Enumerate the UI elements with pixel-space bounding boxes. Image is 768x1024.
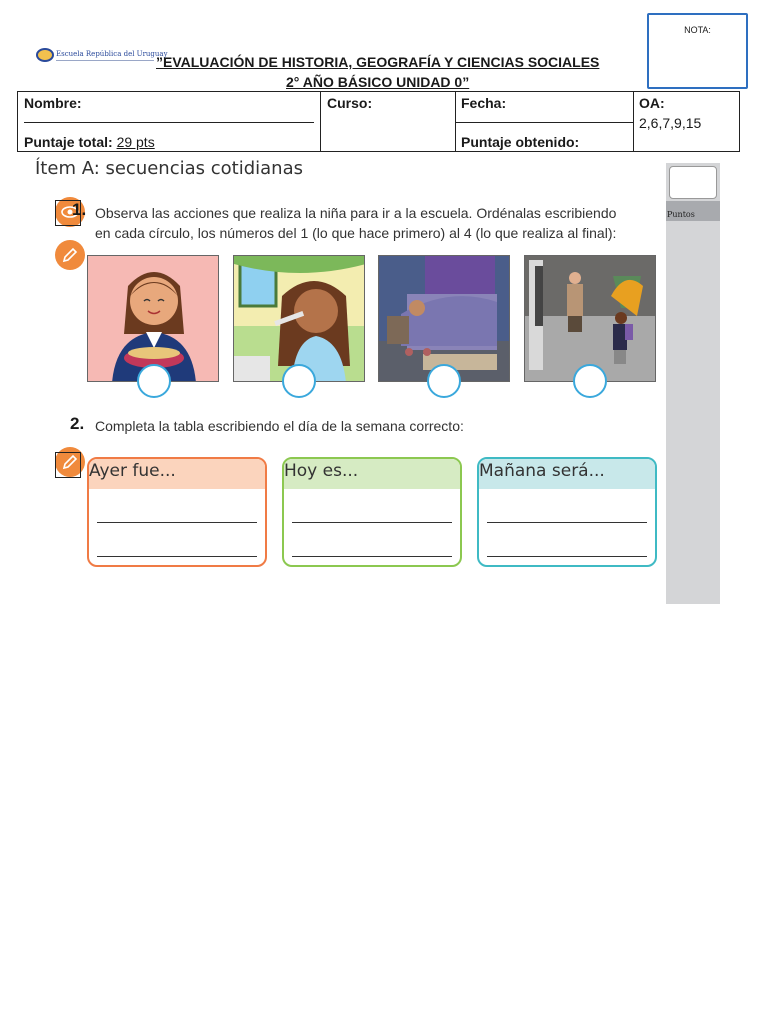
question-2-number: 2.: [70, 414, 85, 433]
school-logo: [36, 48, 168, 66]
oa-value: 2,6,7,9,15: [639, 115, 702, 131]
total-score-value: 29 pts: [116, 134, 155, 150]
answer-line[interactable]: [487, 522, 647, 523]
question-1-number: 1.: [72, 200, 87, 219]
answer-line[interactable]: [292, 522, 452, 523]
girl-arriving-school-image: [524, 255, 656, 382]
today-label: Hoy es...: [284, 461, 359, 481]
grade-label: NOTA:: [684, 25, 711, 35]
student-info-table: [17, 91, 740, 152]
name-field-label: Nombre:: [24, 95, 82, 111]
order-circle-2[interactable]: [282, 364, 316, 398]
order-circle-3[interactable]: [427, 364, 461, 398]
obtained-score-label: Puntaje obtenido:: [461, 134, 580, 150]
order-circle-4[interactable]: [573, 364, 607, 398]
answer-line[interactable]: [292, 556, 452, 557]
yesterday-box[interactable]: [87, 457, 267, 567]
points-column: [666, 163, 720, 604]
grade-box[interactable]: [647, 13, 748, 89]
icon-frame: [55, 452, 81, 478]
course-field-label: Curso:: [327, 95, 373, 111]
pencil-icon: [55, 240, 85, 270]
question-2-text: Completa la tabla escribiendo el día de la semana correcto:: [95, 418, 464, 434]
total-score-label: Puntaje total: 29 pts: [24, 134, 155, 150]
answer-line[interactable]: [97, 522, 257, 523]
date-field-label: Fecha:: [461, 95, 507, 111]
girl-eating-breakfast-image: [87, 255, 219, 382]
girl-sleeping-image: [378, 255, 510, 382]
answer-line[interactable]: [97, 556, 257, 557]
question-1-text-line1: Observa las acciones que realiza la niña para ir a la escuela. Ordénalas escribiendo: [95, 205, 617, 221]
logo-underline: [56, 60, 154, 61]
tomorrow-label: Mañana será...: [479, 461, 605, 481]
answer-line[interactable]: [487, 556, 647, 557]
question-1-text-line2: en cada círculo, los números del 1 (lo que hace primero) al 4 (lo que realiza al final):: [95, 225, 617, 241]
school-emblem-icon: [36, 48, 54, 62]
exam-title-line2: 2° AÑO BÁSICO UNIDAD 0”: [286, 74, 470, 90]
exam-title-line1: ”EVALUACIÓN DE HISTORIA, GEOGRAFÍA Y CIENCIAS SOCIALES: [156, 54, 600, 70]
points-box[interactable]: [669, 166, 717, 199]
yesterday-label: Ayer fue...: [89, 461, 176, 481]
order-circle-1[interactable]: [137, 364, 171, 398]
oa-label: OA:: [639, 95, 665, 111]
points-label: Puntos: [667, 210, 695, 219]
item-title: Ítem A: secuencias cotidianas: [35, 158, 303, 179]
logo-text: Escuela República del Uruguay: [56, 50, 168, 58]
girl-brushing-teeth-image: [233, 255, 365, 382]
today-box[interactable]: [282, 457, 462, 567]
tomorrow-box[interactable]: [477, 457, 657, 567]
